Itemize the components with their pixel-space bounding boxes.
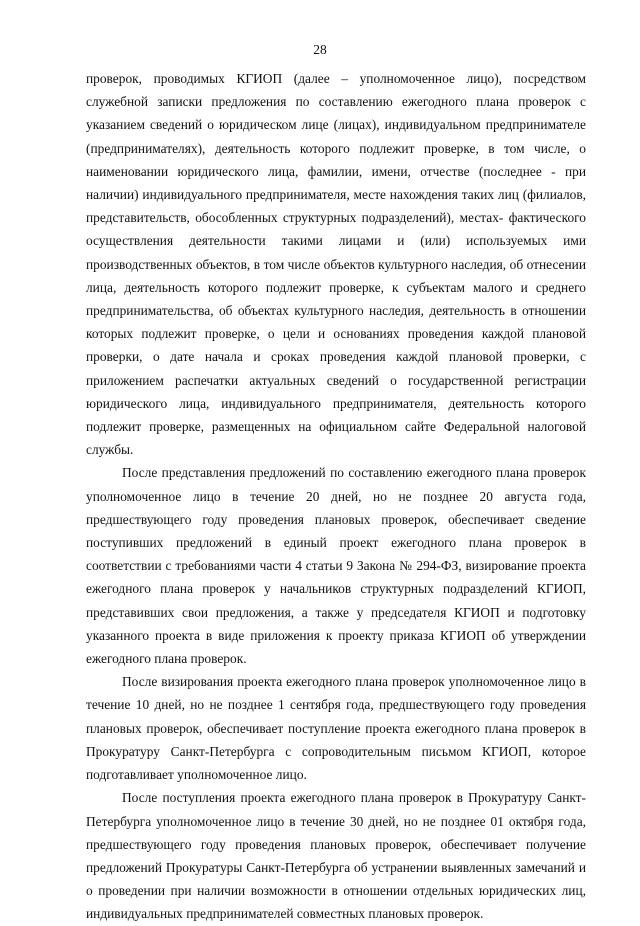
paragraph-proposals-summary: После представления предложений по составлению ежегодного плана проверок уполномоченное лицо в течение 20 дней, но не позднее 20 августа года, предшествующего году проведения плановых проверок, обеспечивает сведение поступивших предложений в единый проект ежегодного плана проверок в соответствии с требованиями части 4 статьи 9 Закона № 294-ФЗ, визирование проекта ежегодного плана проверок у начальников структурных подразделений КГИОП, представивших свои предложения, а также у председателя КГИОП и подготовку указанного проекта в виде приложения к проекту приказа КГИОП об утверждении ежегодного плана проверок.	[86, 465, 586, 667]
paragraph-prosecutor-feedback: После поступления проекта ежегодного плана проверок в Прокуратуру Санкт-Петербурга уполномоченное лицо в течение 30 дней, но не позднее 01 октября года, предшествующего году проведения плановых проверок, обеспечивает получение предложений Прокуратуры Санкт-Петербурга об устранении выявленных замечаний и о проведении при наличии возможности в отношении отдельных юридических лиц, индивидуальных предпринимателей совместных плановых проверок.	[86, 790, 586, 922]
document-body	[86, 67, 586, 926]
paragraph-prosecutor-submission: После визирования проекта ежегодного плана проверок уполномоченное лицо в течение 10 дней, но не позднее 1 сентября года, предшествующего году проведения плановых проверок, обеспечивает поступление проекта ежегодного плана проверок в Прокуратуру Санкт-Петербурга с сопроводительным письмом КГИОП, которое подготавливает уполномоченное лицо.	[86, 674, 586, 783]
paragraph-continuation: проверок, проводимых КГИОП (далее – уполномоченное лицо), посредством служебной записки предложения по составлению ежегодного плана проверок с указанием сведений о юридическом лице (лицах), индивидуальном предпринимателе (предпринимателях), деятельность которого подлежит проверке, в том числе, о наименовании юридического лица, фамилии, имени, отчестве (последнее - при наличии) индивидуального предпринимателя, месте нахождения таких лиц (филиалов, представительств, обособленных структурных подразделений), местах- фактического осуществления деятельности такими лицами и (или) используемых ими производственных объектов, в том числе объектов культурного наследия, об отнесении лица, деятельность которого подлежит проверке, к субъектам малого и среднего предпринимательства, об объектах культурного наследия, деятельность в отношении которых подлежит проверке, о цели и основаниях проведения каждой плановой проверки, о дате начала и сроках проведения каждой плановой проверки, с приложением распечатки актуальных сведений о государственной регистрации юридического лица, индивидуального предпринимателя, деятельность которого подлежит проверке, размещенных на официальном сайте Федеральной налоговой службы.	[86, 71, 586, 458]
page-number: 28	[313, 42, 327, 57]
